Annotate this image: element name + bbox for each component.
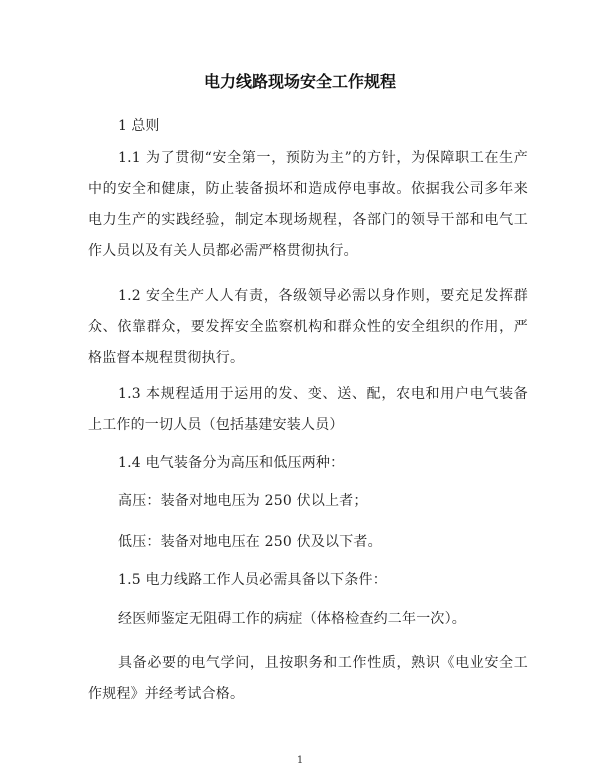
paragraph-knowledge-requirement: 具备必要的电气学问，且按职务和工作性质，熟识《电业安全工作规程》并经考试合格。	[88, 655, 528, 702]
paragraph-1-3: 1.3 本规程适用于运用的发、变、送、配，农电和用户电气装备上工作的一切人员（包括基建安装人员）	[88, 386, 528, 433]
paragraph-low-voltage: 低压：装备对地电压在 250 伏及以下者。	[118, 534, 382, 550]
paragraph-high-voltage: 高压：装备对地电压为 250 伏以上者；	[118, 493, 368, 509]
section-heading: 1 总则	[118, 118, 160, 134]
paragraph-1-1: 1.1 为了贯彻“安全第一，预防为主”的方针，为保障职工在生产中的安全和健康，防止装备损坏和造成停电事故。依据我公司多年来电力生产的实践经验，制定本现场规程，各部门的领导干部和电气工作人员以及有关人员都必需严格贯彻执行。	[88, 150, 528, 259]
paragraph-1-2: 1.2 安全生产人人有责，各级领导必需以身作则，要充足发挥群众、依靠群众，要发挥安全监察机构和群众性的安全组织的作用，严格监督本规程贯彻执行。	[88, 288, 528, 366]
paragraph-medical-requirement: 经医师鉴定无阻碍工作的病症（体格检查约二年一次）。	[118, 611, 466, 627]
document-title: 电力线路现场安全工作规程	[203, 72, 396, 91]
page-number: 1	[296, 755, 304, 766]
paragraph-1-5: 1.5 电力线路工作人员必需具备以下条件：	[118, 572, 387, 588]
paragraph-1-4: 1.4 电气装备分为高压和低压两种：	[118, 455, 345, 471]
